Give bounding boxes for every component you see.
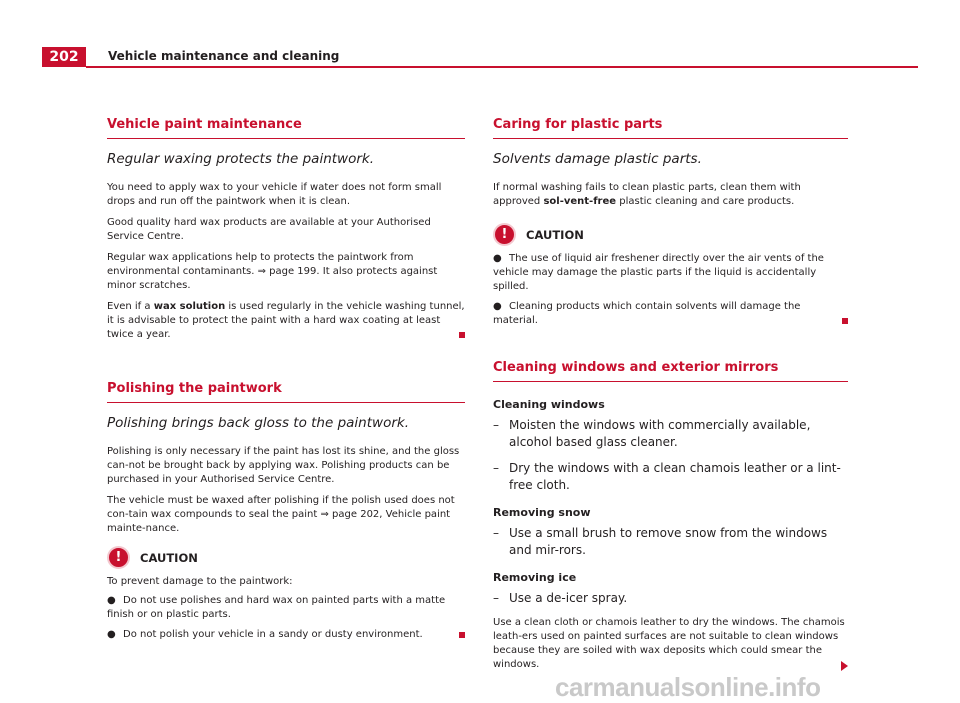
bullet-text: Cleaning products which contain solvents will damage the material. — [493, 301, 801, 326]
bullet-text: Do not polish your vehicle in a sandy or dusty environment. — [123, 629, 423, 640]
watermark: carmanualsonline.info — [555, 672, 821, 702]
section-rule — [493, 381, 848, 382]
warning-exclamation-icon: ! — [493, 223, 516, 246]
paragraph: Regular wax applications help to protects the paintwork from environmental contaminants. ⇒ page 199. It also protects against minor scratches. — [107, 252, 438, 291]
caution-label: CAUTION — [526, 227, 584, 242]
paragraph: Good quality hard wax products are available at your Authorised Service Centre. — [107, 217, 431, 242]
subheading: Removing ice — [493, 571, 577, 584]
step-text: Use a small brush to remove snow from the windows and mir-rors. — [509, 526, 828, 557]
caution-label: CAUTION — [140, 550, 198, 565]
bold-term: sol-vent-free — [543, 196, 617, 207]
subheading: Cleaning windows — [493, 398, 605, 411]
text-run: Even if a — [107, 301, 154, 312]
step-text: Moisten the windows with commercially available, alcohol based glass cleaner. — [509, 418, 811, 449]
text-run: plastic cleaning and care products. — [616, 196, 795, 207]
step-item: – Dry the windows with a clean chamois leather or a lint-free cloth. — [493, 461, 841, 492]
paragraph: You need to apply wax to your vehicle if water does not form small drops and run off the paintwork when it is clean. — [107, 182, 442, 207]
text-run: is used regularly in the vehicle washing tunnel, it is advisable to protect the paint with a hard wax coating at least twice a year. — [107, 301, 465, 340]
header-rule — [86, 66, 918, 68]
section-subtitle: Polishing brings back gloss to the paintwork. — [107, 415, 409, 431]
end-square-icon — [459, 632, 465, 638]
paragraph — [107, 300, 465, 342]
caution-bullet: ● Do not polish your vehicle in a sandy or dusty environment. — [107, 628, 465, 642]
text-run: If normal washing fails to clean plastic parts, clean them with approved — [493, 182, 801, 207]
caution-bullet: ● Do not use polishes and hard wax on painted parts with a matte finish or on plastic parts. — [107, 595, 446, 620]
caution-bullet: ● Cleaning products which contain solvents will damage the material. — [493, 300, 848, 328]
bullet-text: The use of liquid air freshener directly over the air vents of the vehicle may damage the plastic parts if the liquid is accidentally spilled. — [493, 253, 824, 292]
section-subtitle: Regular waxing protects the paintwork. — [107, 151, 375, 167]
step-item: – Use a small brush to remove snow from the windows and mir-rors. — [493, 526, 828, 557]
section-subtitle: Solvents damage plastic parts. — [493, 151, 702, 167]
caution-header — [107, 546, 465, 569]
section-title-polish: Polishing the paintwork — [107, 381, 282, 396]
section-rule — [107, 402, 465, 403]
caution-bullet: ● The use of liquid air freshener directly over the air vents of the vehicle may damage the plastic parts if the liquid is accidentally spilled. — [493, 253, 824, 292]
section-title-paint: Vehicle paint maintenance — [107, 117, 302, 132]
subheading: Removing snow — [493, 506, 591, 519]
page-number: 202 — [42, 47, 86, 67]
right-column — [493, 117, 848, 679]
step-item: – Use a de-icer spray. — [493, 591, 628, 605]
section-title-windows: Cleaning windows and exterior mirrors — [493, 360, 779, 375]
left-column — [107, 117, 465, 648]
paragraph: Polishing is only necessary if the paint has lost its shine, and the gloss can-not be brought back by applying wax. Polishing products can be purchased in your Authorised Service Centre. — [107, 446, 460, 485]
step-item: – Moisten the windows with commercially available, alcohol based glass cleaner. — [493, 418, 811, 449]
paragraph — [493, 181, 848, 209]
page-header — [42, 47, 918, 67]
end-square-icon — [459, 332, 465, 338]
bullet-text: Do not use polishes and hard wax on painted parts with a matte finish or on plastic parts. — [107, 595, 446, 620]
warning-exclamation-icon: ! — [107, 546, 130, 569]
end-square-icon — [842, 318, 848, 324]
paragraph: The vehicle must be waxed after polishing if the polish used does not con-tain wax compounds to seal the paint ⇒ page 202, Vehicle paint mainte-nance. — [107, 495, 455, 534]
bold-term: wax solution — [153, 301, 226, 312]
paragraph — [493, 616, 848, 672]
text-run: Use a clean cloth or chamois leather to dry the windows. The chamois leath-ers used on painted surfaces are not suitable to clean windows because they are soiled with wax deposits which could smear the windows. — [493, 617, 845, 670]
step-text: Dry the windows with a clean chamois leather or a lint-free cloth. — [509, 461, 841, 492]
header-title: Vehicle maintenance and cleaning — [108, 49, 340, 63]
section-title-plastic: Caring for plastic parts — [493, 117, 663, 132]
section-rule — [493, 138, 848, 139]
step-text: Use a de-icer spray. — [509, 591, 628, 605]
caution-intro: To prevent damage to the paintwork: — [107, 576, 293, 587]
continue-arrow-icon — [841, 661, 848, 671]
section-rule — [107, 138, 465, 139]
caution-header — [493, 223, 848, 246]
